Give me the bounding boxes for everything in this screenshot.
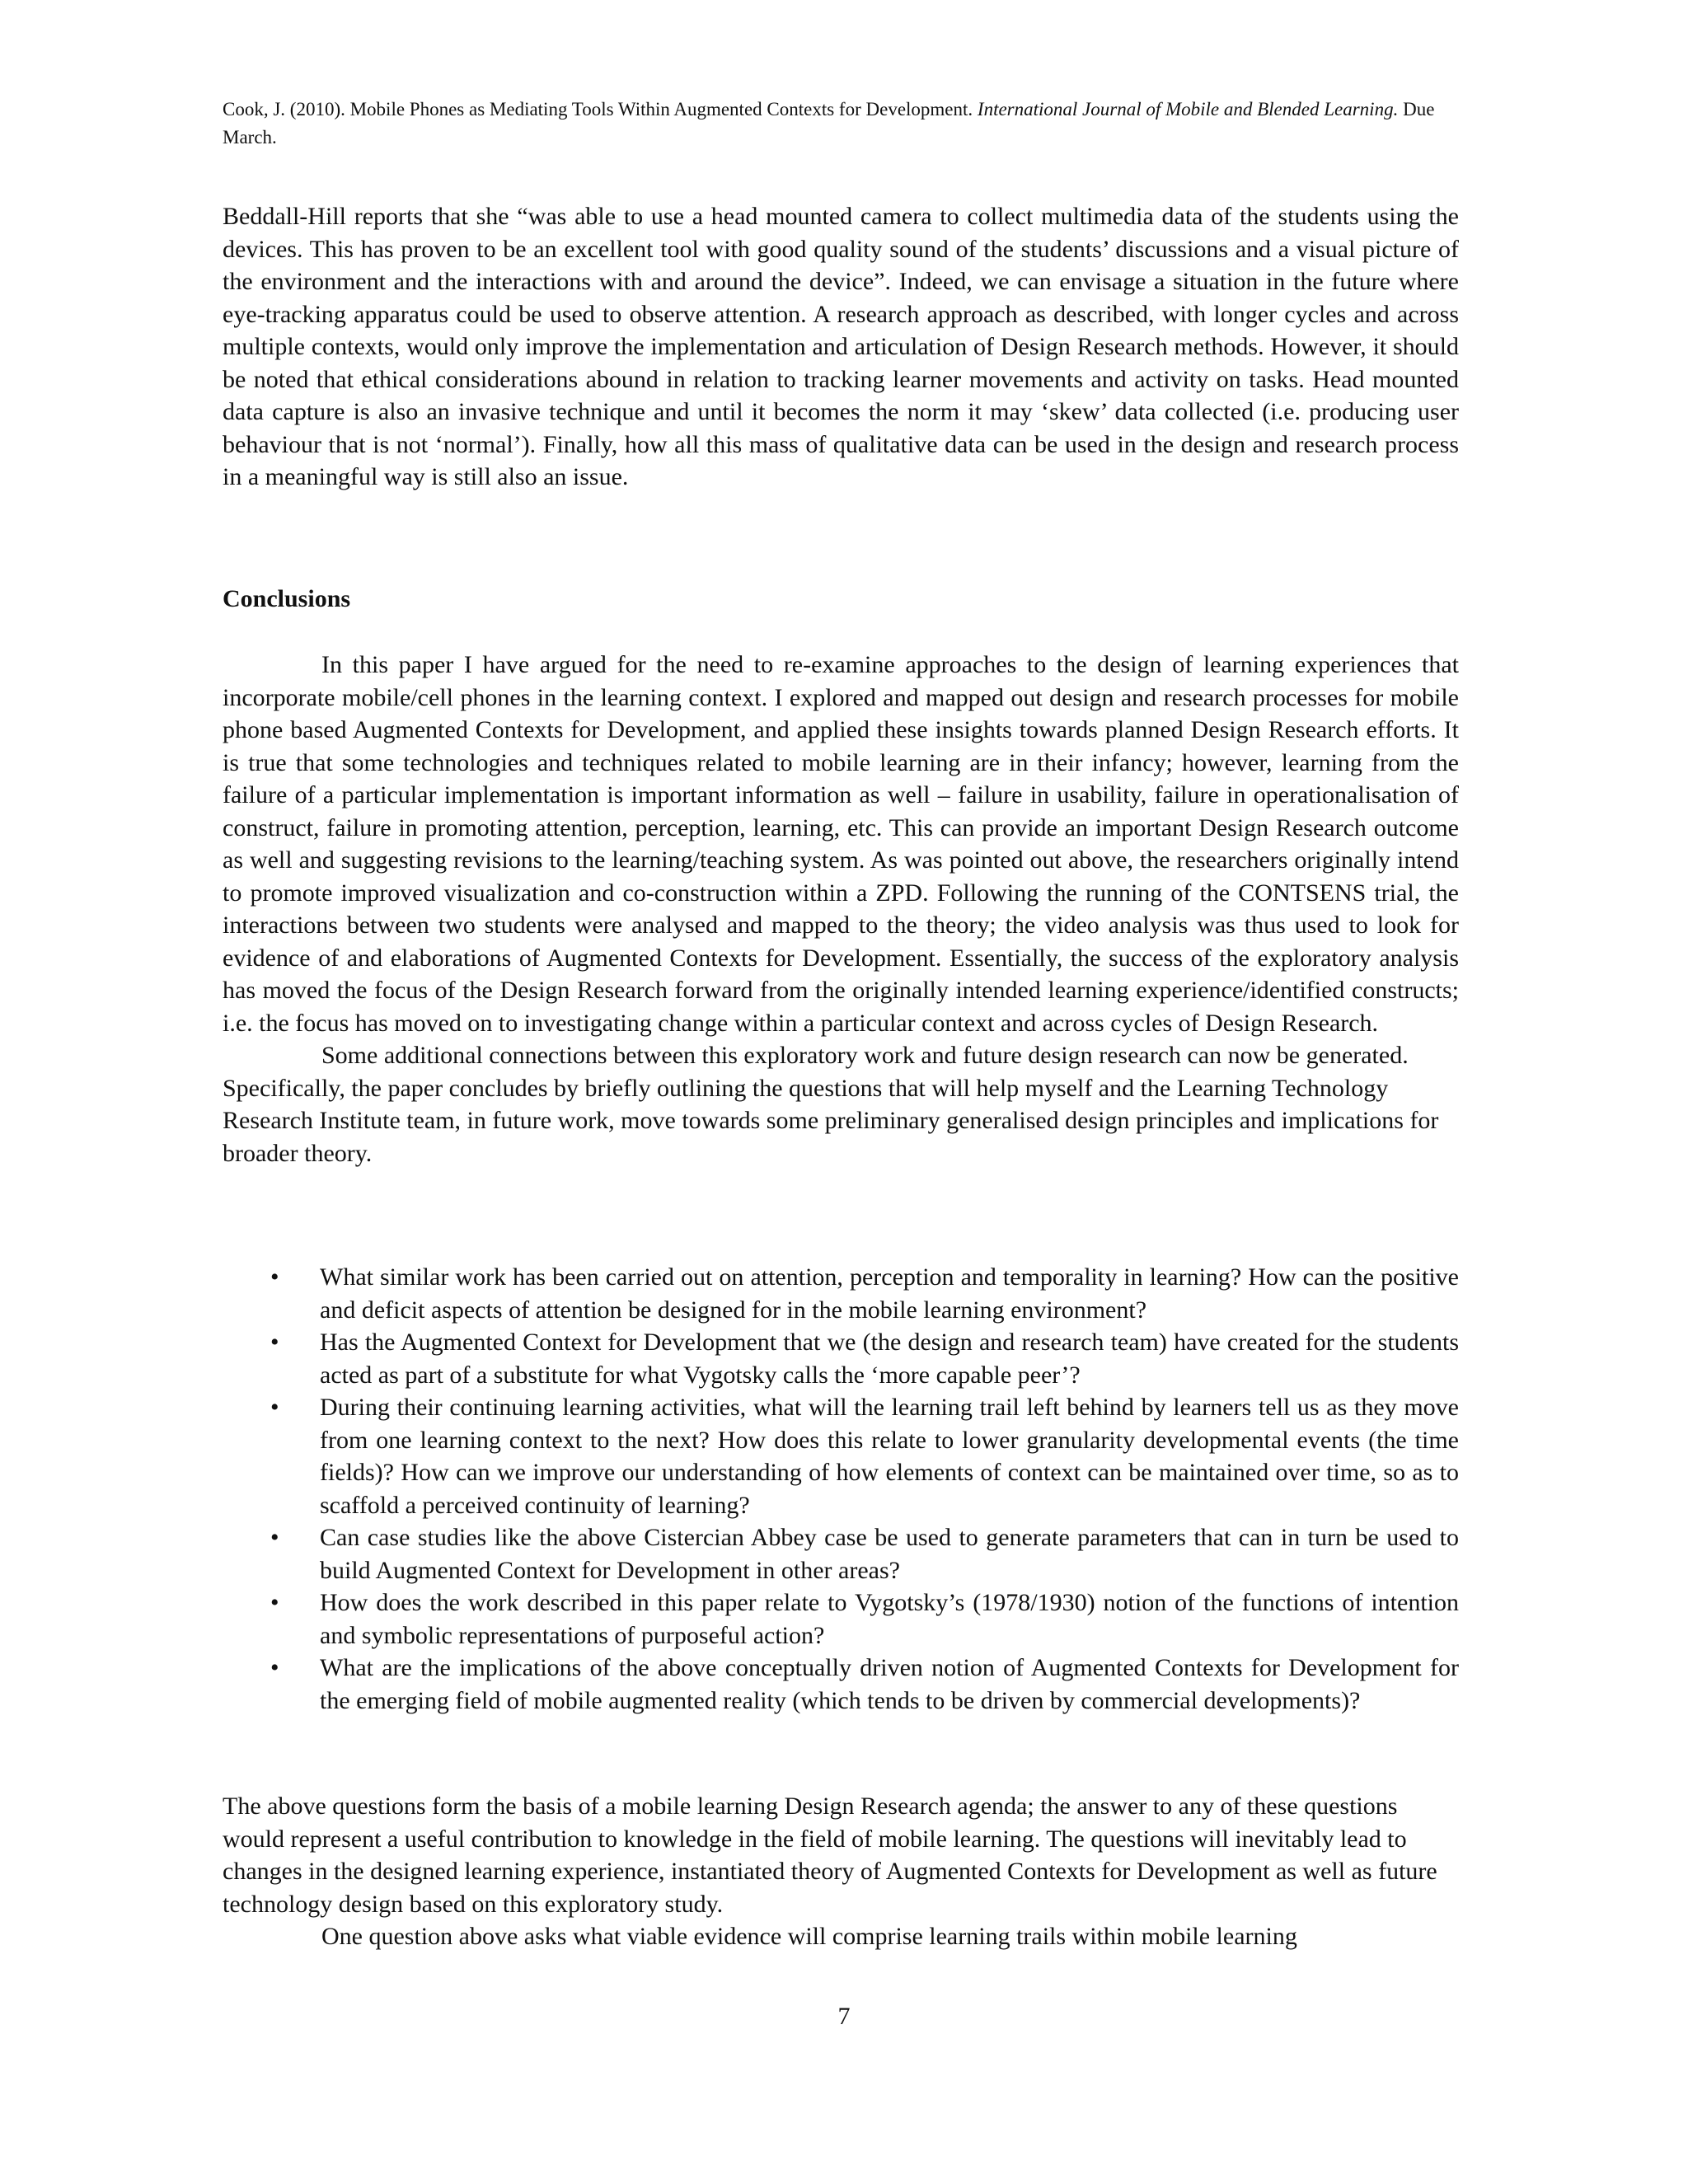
- bullet-icon: •: [270, 1524, 279, 1551]
- paragraph-conclusions-2: Some additional connections between this exploratory work and future design research can now be generated. Specifically, the paper concludes by briefly outlining the questions that will help myself and the Learning Technology Research Institute team, in future work, move towards some preliminary generalised design principles and implications for broader theory.: [223, 1042, 1439, 1167]
- paragraph-text: Beddall-Hill reports that she “was able to use a head mounted camera to collect multimedia data of the students using the devices. This has proven to be an excellent tool with good quality sound of the students’ discussions and a visual picture of the environment and the interactions with and around the device”. Indeed, we can envisage a situation in the future where eye-tracking apparatus could be used to observe attention. A research approach as described, with longer cycles and across multiple contexts, would only improve the implementation and articulation of Design Research methods. However, it should be noted that ethical considerations abound in relation to tracking learner movements and activity on tasks. Head mounted data capture is also an invasive technique and until it becomes the norm it may ‘skew’ data collected (i.e. producing user behaviour that is not ‘normal’). Finally, how all this mass of qualitative data can be used in the design and research process in a meaningful way is still also an issue.: [223, 203, 1459, 490]
- bullet-icon: •: [270, 1654, 279, 1681]
- section-heading-conclusions: Conclusions: [223, 585, 351, 612]
- bullet-icon: •: [270, 1263, 279, 1291]
- questions-list: [223, 1261, 1459, 1717]
- conclusions-body: [223, 649, 1459, 1169]
- paragraph-agenda: The above questions form the basis of a mobile learning Design Research agenda; the answer to any of these questions would represent a useful contribution to knowledge in the field of mobile learning. The questions will inevitably lead to changes in the designed learning experience, instantiated theory of Augmented Contexts for Development as well as future technology design based on this exploratory study.: [223, 1793, 1437, 1918]
- list-item-text: Can case studies like the above Cistercian Abbey case be used to generate parameters that can in turn be used to build Augmented Context for Development in other areas?: [320, 1524, 1459, 1584]
- header-journal: International Journal of Mobile and Blended Learning.: [977, 99, 1399, 120]
- bullet-icon: •: [270, 1329, 279, 1356]
- list-item-text: How does the work described in this paper relate to Vygotsky’s (1978/1930) notion of the functions of intention and symbolic representations of purposeful action?: [320, 1589, 1459, 1649]
- list-item-text: What are the implications of the above conceptually driven notion of Augmented Contexts for Development for the emerging field of mobile augmented reality (which tends to be driven by commercial developments)?: [320, 1654, 1459, 1714]
- list-item: [223, 1391, 1459, 1521]
- list-item-text: Has the Augmented Context for Development that we (the design and research team) have created for the students acted as part of a substitute for what Vygotsky calls the ‘more capable peer’?: [320, 1329, 1459, 1389]
- page-number: 7: [837, 2003, 851, 2030]
- list-item: [223, 1521, 1459, 1586]
- paragraph-beddall-hill: [223, 200, 1459, 494]
- list-item-text: What similar work has been carried out on attention, perception and temporality in learning? How can the positive and deficit aspects of attention be designed for in the mobile learning environment?: [320, 1263, 1459, 1324]
- list-item: [223, 1326, 1459, 1391]
- bullet-icon: •: [270, 1589, 279, 1616]
- list-item: [223, 1261, 1459, 1326]
- closing-body: [223, 1790, 1459, 1953]
- running-header: [223, 96, 1459, 152]
- paragraph-learning-trails: One question above asks what viable evidence will comprise learning trails within mobile learning: [321, 1923, 1297, 1950]
- header-citation: Cook, J. (2010). Mobile Phones as Mediating Tools Within Augmented Contexts for Development.: [223, 99, 978, 120]
- list-item-text: During their continuing learning activities, what will the learning trail left behind by learners tell us as they move from one learning context to the next? How does this relate to lower granularity developmental events (the time fields)? How can we improve our understanding of how elements of context can be maintained over time, so as to scaffold a perceived continuity of learning?: [320, 1394, 1459, 1519]
- bullet-icon: •: [270, 1394, 279, 1421]
- list-item: [223, 1652, 1459, 1717]
- paragraph-conclusions-1: In this paper I have argued for the need to re-examine approaches to the design of learning experiences that incorporate mobile/cell phones in the learning context. I explored and mapped out design and research processes for mobile phone based Augmented Contexts for Development, and applied these insights towards planned Design Research efforts. It is true that some technologies and techniques related to mobile learning are in their infancy; however, learning from the failure of a particular implementation is important information as well – failure in usability, failure in operationalisation of construct, failure in promoting attention, perception, learning, etc. This can provide an important Design Research outcome as well and suggesting revisions to the learning/teaching system. As was pointed out above, the researchers originally intend to promote improved visualization and co-construction within a ZPD. Following the running of the CONTSENS trial, the interactions between two students were analysed and mapped to the theory; the video analysis was thus used to look for evidence of and elaborations of Augmented Contexts for Development. Essentially, the success of the exploratory analysis has moved the focus of the Design Research forward from the originally intended learning experience/identified constructs; i.e. the focus has moved on to investigating change within a particular context and across cycles of Design Research.: [223, 651, 1459, 1037]
- list-item: [223, 1586, 1459, 1652]
- header-due: Due March.: [223, 99, 1435, 148]
